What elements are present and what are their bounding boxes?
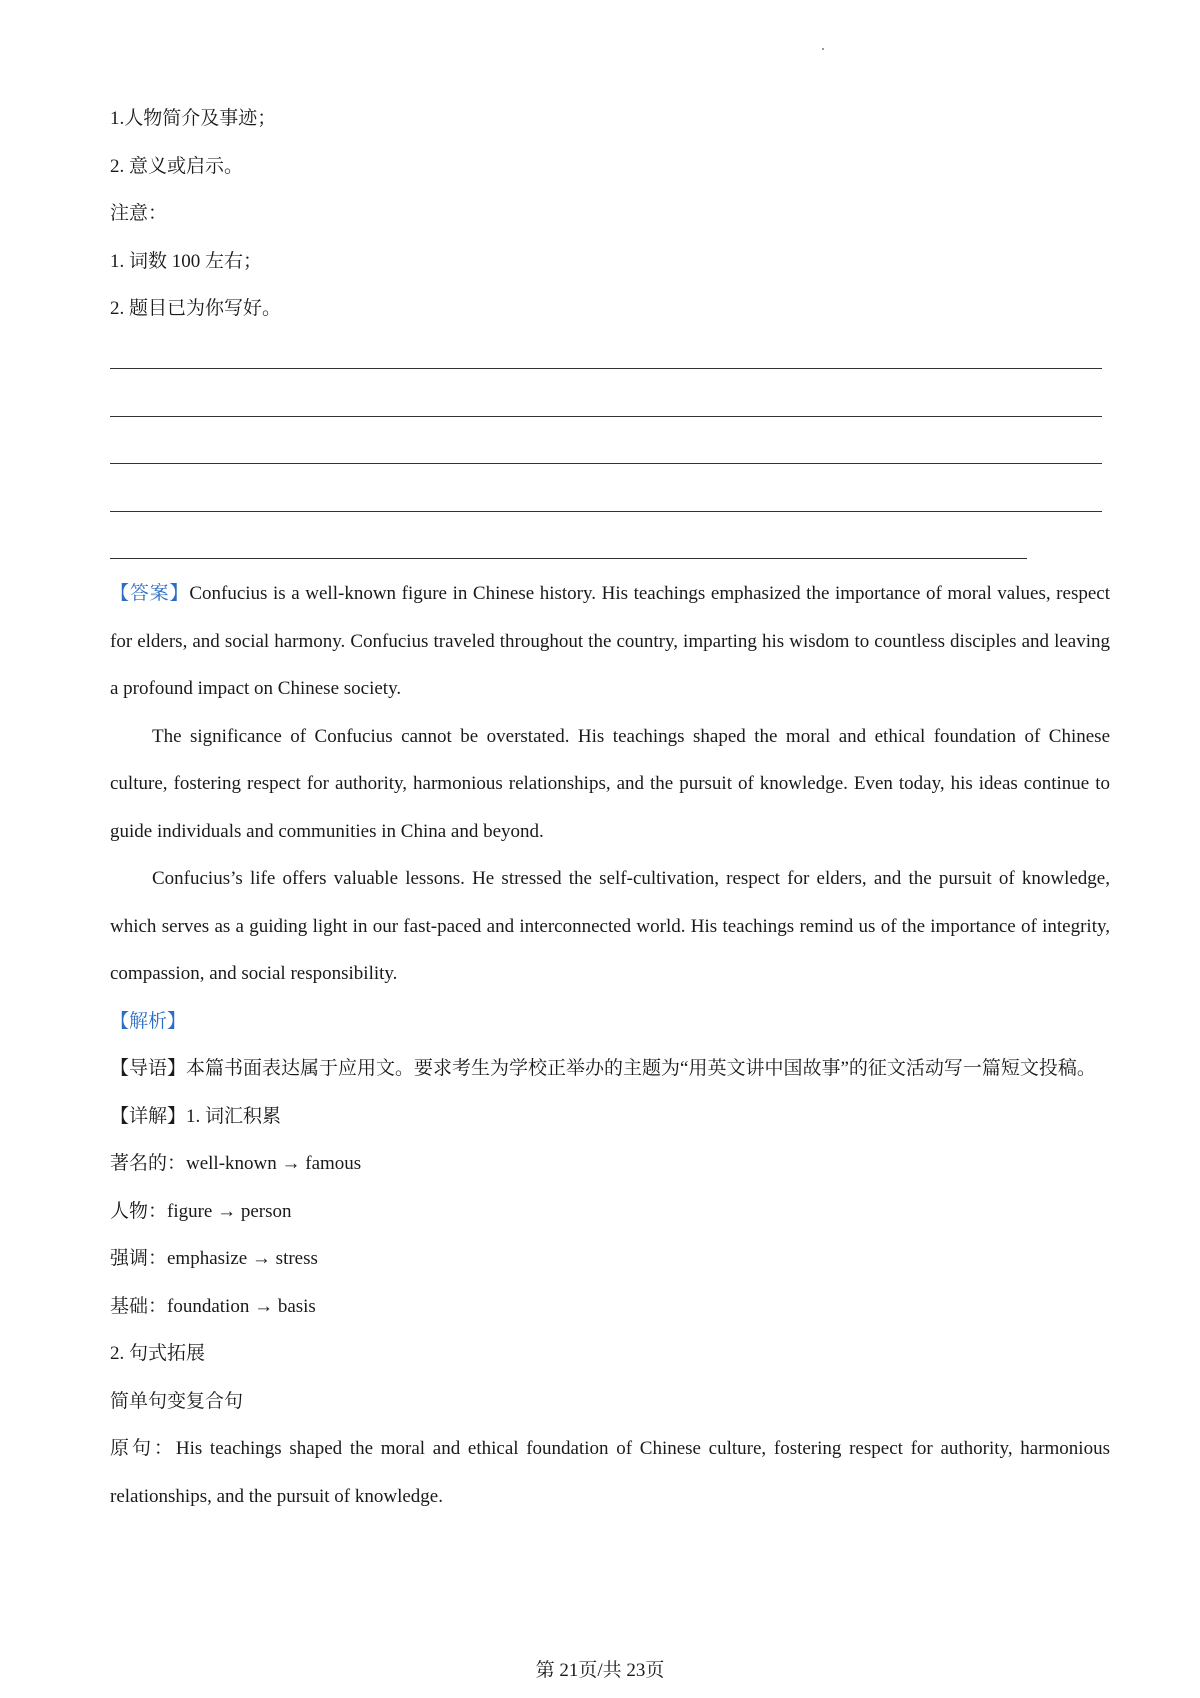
answer-blank-line bbox=[110, 428, 1110, 476]
document-page bbox=[110, 95, 1110, 1520]
answer-blank-line bbox=[110, 475, 1110, 523]
answer-blank-line bbox=[110, 333, 1110, 381]
vocab-item: 基础：foundation → basis bbox=[110, 1295, 316, 1317]
scan-dot bbox=[822, 48, 824, 50]
detail-heading bbox=[110, 1093, 1110, 1141]
detail-heading-text: 1. 词汇积累 bbox=[186, 1105, 282, 1127]
page-footer: 第 21页/共 23页 bbox=[535, 1660, 665, 1681]
answer-paragraph-1 bbox=[110, 570, 1110, 713]
answer-blank-line bbox=[110, 523, 1110, 571]
requirement-2: 2. 意义或启示。 bbox=[110, 155, 244, 177]
note-1: 1. 词数 100 左右； bbox=[110, 250, 263, 272]
answer-paragraph-2: The significance of Confucius cannot be overstated. His teachings shaped the moral and ethical foundation of Chinese culture, fostering respect for authority, harmonious relationships, and the pursuit of knowledge. Even today, his ideas continue to guide individuals and communities in China and beyond. bbox=[110, 725, 1110, 842]
note-2: 2. 题目已为你写好。 bbox=[110, 298, 282, 319]
intro-tag: 【导语】 bbox=[110, 1058, 187, 1079]
vocab-item: 著名的：well-known → famous bbox=[110, 1153, 362, 1174]
answer-paragraph-3: Confucius’s life offers valuable lessons. He stressed the self-cultivation, respect for elders, and the pursuit of knowledge, which serves as a guiding light in our fast-paced and interconnected world. His teachings remind us of the importance of integrity, compassion, and social responsibility. bbox=[110, 868, 1110, 984]
answer-blank-line bbox=[110, 380, 1110, 428]
answer-tag: 【答案】 bbox=[110, 583, 190, 604]
intro-paragraph bbox=[110, 1045, 1110, 1093]
sentence-subheading: 简单句变复合句 bbox=[110, 1390, 244, 1412]
intro-text: 本篇书面表达属于应用文。要求考生为学校正举办的主题为“用英文讲中国故事”的征文活动写一篇短文投稿。 bbox=[186, 1058, 1096, 1079]
original-sentence bbox=[110, 1425, 1110, 1520]
vocab-item: 强调：emphasize → stress bbox=[110, 1248, 318, 1269]
vocab-item: 人物：figure → person bbox=[110, 1200, 292, 1222]
analysis-tag: 【解析】 bbox=[110, 1010, 187, 1032]
original-label: 原句： bbox=[110, 1438, 176, 1459]
requirement-1: 1.人物简介及事迹； bbox=[110, 108, 277, 129]
detail-tag: 【详解】 bbox=[110, 1105, 187, 1127]
answer-text-1: Confucius is a well-known figure in Chinese history. His teachings emphasized the importance of moral values, respect for elders, and social harmony. Confucius traveled throughout the country, imparting his wisdom to countless disciples and leaving a profound impact on Chinese society. bbox=[110, 583, 1110, 699]
sentence-heading: 2. 句式拓展 bbox=[110, 1343, 206, 1364]
notes-title: 注意： bbox=[110, 203, 168, 224]
original-text: His teachings shaped the moral and ethical foundation of Chinese culture, fostering respect for authority, harmonious relationships, and the pursuit of knowledge. bbox=[110, 1438, 1110, 1507]
